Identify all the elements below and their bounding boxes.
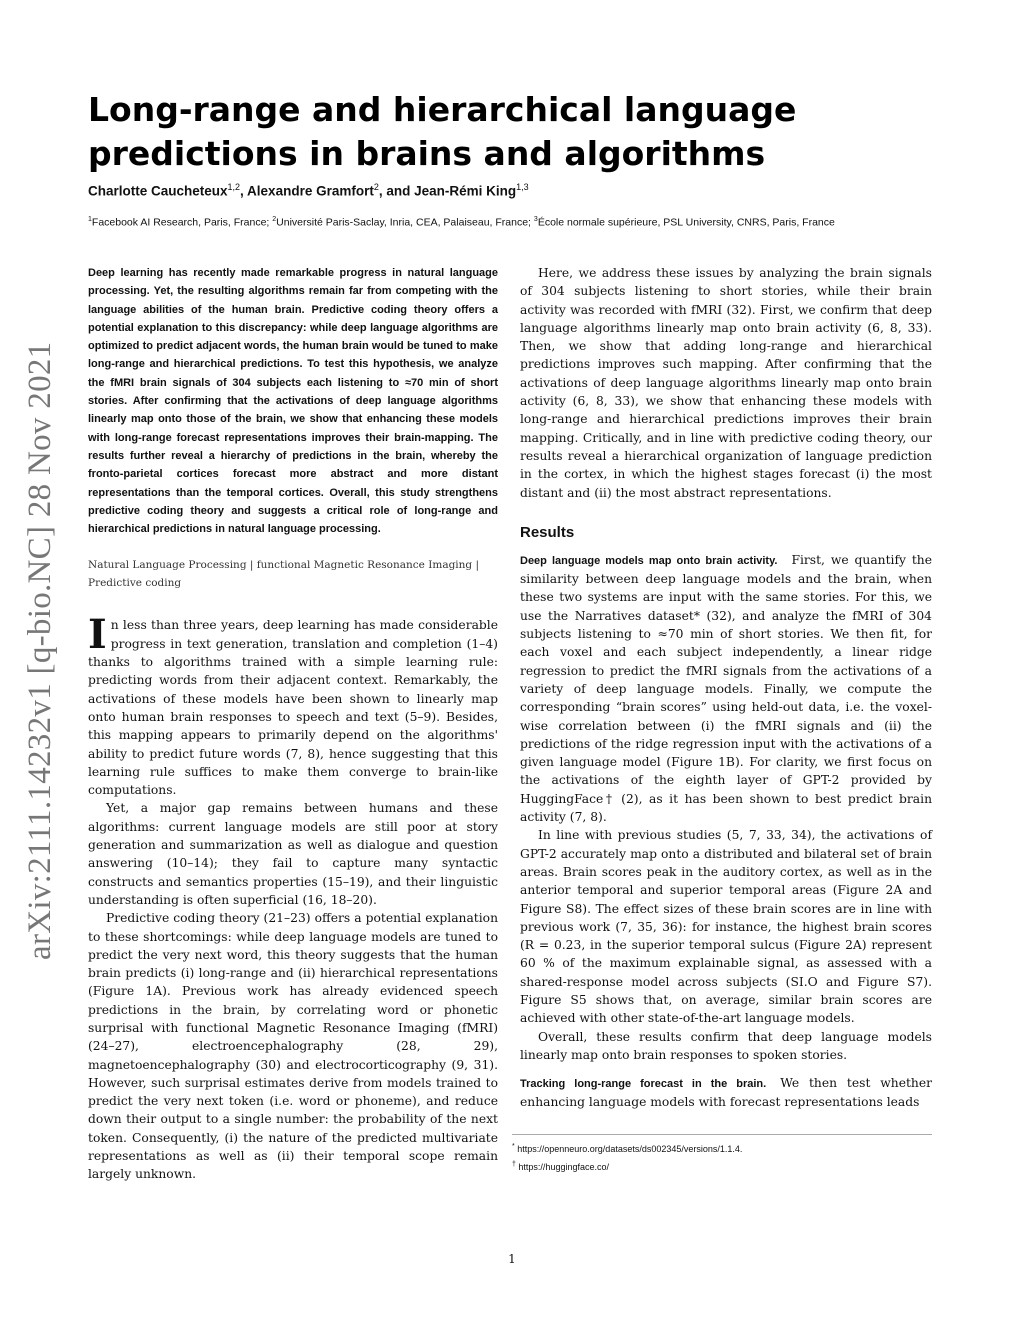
author-name: , Alexandre Gramfort [240,183,374,199]
affiliation-mark: 3 [533,216,538,223]
paper-title: Long-range and hierarchical language predictions in brains and algorithms [88,90,797,173]
results-paragraph: In line with previous studies (5, 7, 33, 34), the activations of GPT-2 accurately map onto a distributed and bilateral set of brain areas. Brain scores peak in the auditory cortex, as well as in the anterior temporal and superior temporal areas (Figure 2A and Figure S8). The effect sizes of these brain scores are in line with previous work (7, 35, 36): for instance, the highest brain scores (R = 0.23, in the superior temporal sulcus (Figure 2A) represent 60 % of the maximum explainable signal, as assessed with a shared-response model across subjects (SI.O and Figure S7). Figure S5 shows that, on average, similar brain scores are achieved with other state-of-the-art language models. [520,828,932,1026]
footnote-mark: † [512,1161,516,1168]
footnote [512,1139,932,1157]
footnote [512,1157,932,1175]
section-heading-results: Results [520,523,575,541]
author-affiliation-mark: 1,2 [227,182,241,192]
subsection-heading: Tracking long-range forecast in the brain. [520,1078,767,1091]
keywords: Natural Language Processing | functional Magnetic Resonance Imaging | Predictive coding [88,559,480,590]
intro-paragraph: Yet, a major gap remains between humans and these algorithms: current language models are still poor at story generation and summarization as well as dialogue and question answering (10–14); they fail to capture many syntactic constructs and semantics properties (15–19), and their linguistic understanding is often superficial (16, 18–20). [88,801,498,907]
page-number: 1 [508,1252,516,1266]
results-paragraph [520,551,932,826]
results-paragraph: Overall, these results confirm that deep language models linearly map onto brain responses to spoken stories. [520,1029,932,1062]
footnote-mark: * [512,1143,515,1150]
intro-paragraph: Here, we address these issues by analyzing the brain signals of 304 subjects listening to short stories, while their brain activity was recorded with fMRI (32). First, we confirm that deep language algorithms linearly map onto brain activity (6, 8, 33). Then, we show that adding long-range and hierarchical predictions improves such mapping. After confirming that the activations of deep language algorithms linearly map onto brain activity (6, 8, 33), we show that enhancing these models with long-range and hierarchical predictions improves their brain mapping. Critically, and in line with predictive coding theory, our results reveal a hierarchical organization of language prediction in the cortex, in which the highest stages forecast (i) the most distant and (ii) the most abstract representations. [520,266,932,500]
affiliation-mark: 1 [88,216,92,223]
results-paragraph-text: First, we quantify the similarity between deep language models and the brain, when these two systems are input with the same stories. For this, we use the Narratives dataset* (32), and analyze the fMRI of 304 subjects listening to ≈70 min of short stories. We then fit, for each voxel and each subject independently, a linear ridge regression to predict the fMRI signals from the activations of a variety of deep language models. Finally, we compute the corresponding “brain scores” using held-out data, i.e. the voxel-wise correlation between (i) the fMRI signals and (ii) the predictions of the ridge regression input with the activations of a given language model (Figure 1B). For clarity, we first focus on the activations of the eighth layer of GPT-2 provided by HuggingFace† (2), as it has been shown to best predict brain activity (7, 8). [520,552,933,825]
affiliation-mark: 2 [272,216,277,223]
affiliations [88,216,968,229]
author-list [88,182,529,199]
arxiv-side-stamp: arXiv:2111.14232v1 [q-bio.NC] 28 Nov 2021 [22,341,58,960]
intro-paragraph-text: n less than three years, deep learning has made considerable progress in text generation, translation and completion (1–4) thanks to algorithms trained with a simple learning rule: predicting words from their adjacent context. Remarkably, the activations of these models have been shown to linearly map onto human brain responses to speech and text (5–9). Besides, this mapping appears to primarily depend on the algorithms' ability to predict future words (7, 8), hence suggesting that this learning rule suffices to make them converge to brain-like computations. [88,618,498,798]
results-paragraph-text: We then test whether enhancing language models with forecast representations leads [520,1076,933,1110]
author-affiliation-mark: 2 [373,182,379,192]
affiliation-text: Facebook AI Research, Paris, France; [91,216,273,229]
intro-paragraph: Predictive coding theory (21–23) offers a potential explanation to these shortcomings: while deep language models are tuned to predict the very next word, this theory suggests that the human brain predicts (i) long-range and (ii) hierarchical representations (Figure 1A). Previous work has already evidenced speech predictions in the brain, by correlating word or phonetic surprisal with functional Magnetic Resonance Imaging (fMRI) (24–27), electroencephalography (28, 29), magnetoencephalography (30) and electrocorticography (9, 31). However, such surprisal estimates derive from models trained to predict the very next token (i.e. word or phoneme), and reduce down their output to a single number: the probability of the next token. Consequently, (i) the nature of the predicted multivariate representations as well as (ii) their temporal scope remain largely unknown. [88,911,498,1182]
author-name: Charlotte Caucheteux [88,183,228,199]
footnote-link[interactable]: https://huggingface.co/ [518,1162,609,1172]
right-column [520,264,932,1112]
footnote-link[interactable]: https://openneuro.org/datasets/ds002345/versions/1.1.4. [517,1144,743,1154]
abstract: Deep learning has recently made remarkable progress in natural language processing. Yet, the resulting algorithms remain far from competing with the language abilities of the human brain. Predictive coding theory offers a potential explanation to this discrepancy: while deep language algorithms are optimized to predict adjacent words, the human brain would be tuned to make long-range and hierarchical predictions. To test this hypothesis, we analyze the fMRI brain signals of 304 subjects each listening to ≈70 min of short stories. After confirming that the activations of deep language algorithms linearly map onto those of the brain, we show that enhancing these models with long-range forecast representations improves their brain-mapping. The results further reveal a hierarchy of predictions in the brain, whereby the fronto-parietal cortices forecast more abstract and more distant representations than the temporal cortices. Overall, this study strengthens predictive coding theory and suggests a critical role of long-range and hierarchical predictions in natural language processing. [88,267,498,536]
affiliation-text: Université Paris-Saclay, Inria, CEA, Palaiseau, France; [276,216,534,229]
author-affiliation-mark: 1,3 [516,182,529,192]
author-name: , and Jean-Rémi King [378,183,517,199]
drop-cap: I [88,611,107,659]
intro-paragraph [88,611,498,799]
results-paragraph [520,1074,932,1112]
footnotes [512,1134,932,1175]
subsection-heading: Deep language models map onto brain activity. [520,554,778,567]
affiliation-text: École normale supérieure, PSL University, CNRS, Paris, France [537,216,835,229]
left-column [88,264,498,1184]
